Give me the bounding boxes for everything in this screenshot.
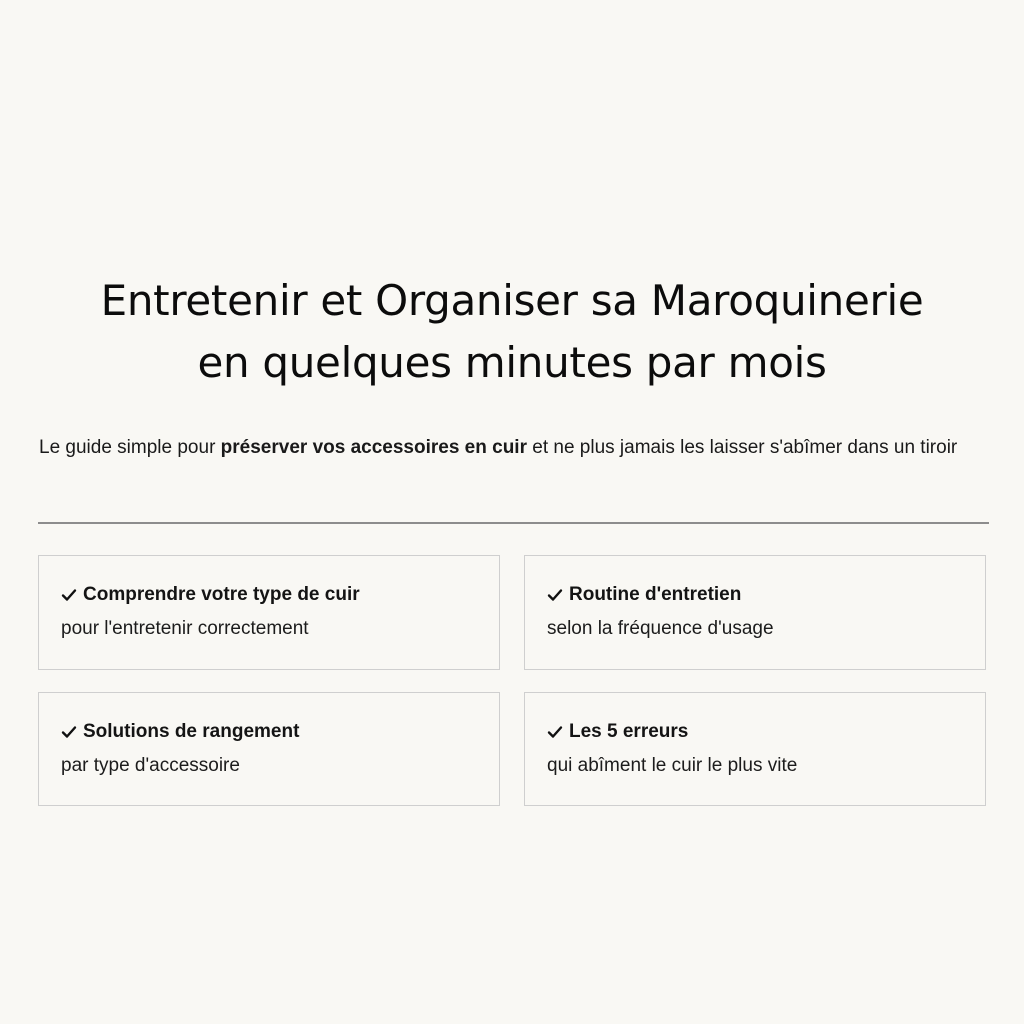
- check-icon: [547, 724, 563, 740]
- subtitle-lead: Le guide simple pour: [39, 437, 221, 458]
- feature-title: [61, 719, 477, 745]
- feature-title-text: Comprendre votre type de cuir: [83, 584, 360, 605]
- title-line-1: Entretenir et Organiser sa Maroquinerie: [100, 276, 924, 325]
- feature-description: pour l'entretenir correctement: [61, 618, 309, 639]
- feature-description: par type d'accessoire: [61, 755, 240, 776]
- feature-title: [547, 719, 963, 745]
- feature-title-text: Les 5 erreurs: [569, 721, 689, 742]
- feature-card-care-routine: [524, 555, 986, 670]
- feature-card-mistakes: [524, 692, 986, 806]
- subtitle-tail: et ne plus jamais les laisser s'abîmer dans un tiroir: [526, 437, 958, 458]
- feature-title: [61, 582, 477, 608]
- feature-card-storage: [38, 692, 500, 806]
- check-icon: [61, 724, 77, 740]
- feature-title-text: Solutions de rangement: [83, 721, 300, 742]
- page-title: [0, 270, 1024, 394]
- feature-card-leather-type: [38, 555, 500, 670]
- feature-title: [547, 582, 963, 608]
- feature-description: selon la fréquence d'usage: [547, 618, 774, 639]
- title-line-2: en quelques minutes par mois: [197, 338, 827, 387]
- section-divider: [38, 522, 989, 524]
- check-icon: [547, 587, 563, 603]
- feature-title-text: Routine d'entretien: [569, 584, 742, 605]
- feature-description: qui abîment le cuir le plus vite: [547, 755, 798, 776]
- subtitle-emphasis: préserver vos accessoires en cuir: [220, 437, 527, 458]
- subtitle: [39, 432, 985, 463]
- check-icon: [61, 587, 77, 603]
